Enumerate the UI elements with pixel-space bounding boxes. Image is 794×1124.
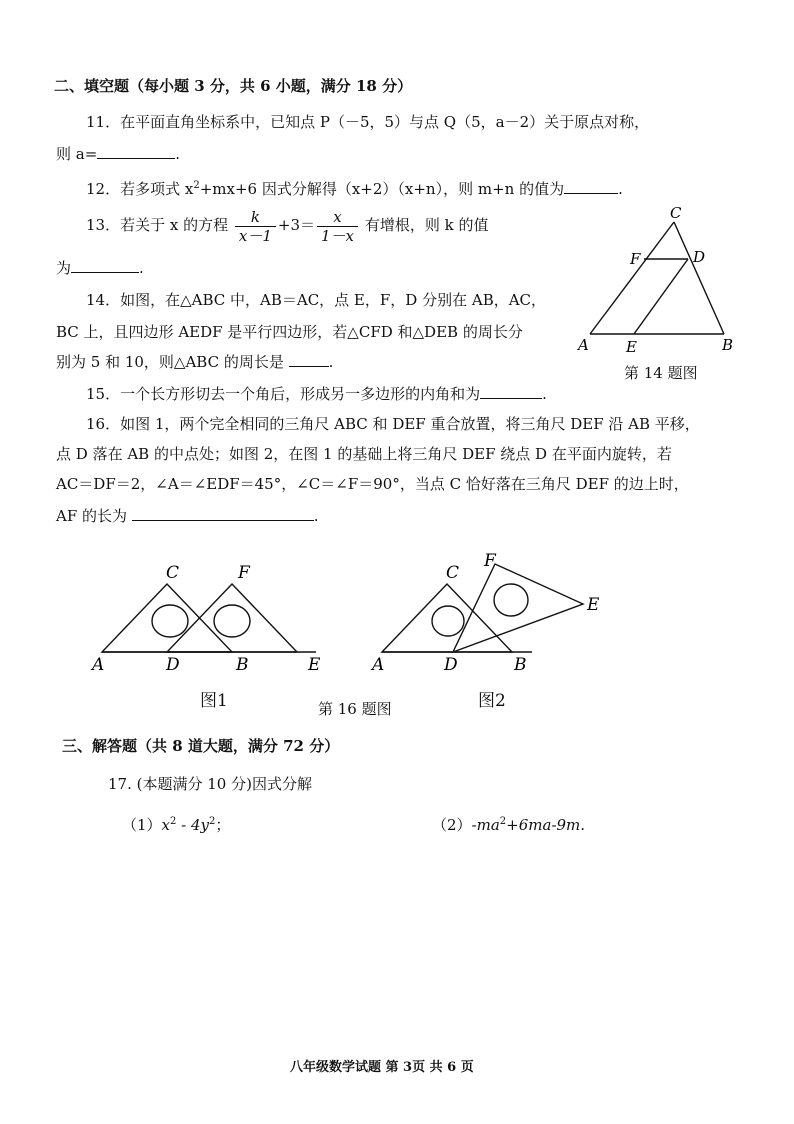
question-11-line1: 11．在平面直角坐标系中，已知点 P（－5，5）与点 Q（5，a－2）关于原点对称， [86, 113, 650, 131]
fig14-label-c: C [670, 204, 682, 222]
question-12 [86, 176, 623, 199]
part1-minus-4y: - 4y [176, 816, 210, 834]
fraction-2-numerator: x [317, 208, 358, 227]
question-14-line1: 14．如图，在△ABC 中，AB＝AC，点 E，F，D 分别在 AB，AC， [86, 291, 547, 309]
part1-sup-2: 2 [209, 816, 216, 827]
question-15-text: 15．一个长方形切去一个角后，形成另一多边形的内角和为 [86, 385, 481, 403]
answer-blank-15 [480, 384, 542, 399]
fig16-1-label-f: F [238, 563, 250, 583]
question-15-tail: . [542, 385, 547, 403]
part1-x: x [161, 816, 171, 834]
section-3-title: 三、解答题（共 8 道大题，满分 72 分） [62, 737, 340, 755]
part1-sup-1: 2 [170, 816, 177, 827]
fig14-label-f: F [630, 250, 641, 268]
answer-blank-16 [132, 506, 314, 521]
part1-tail: ； [215, 816, 231, 834]
fig16-2-label-c: C [446, 563, 460, 583]
part2-sup: 2 [499, 816, 507, 827]
fig16-1-label-c: C [166, 563, 180, 583]
question-13-tail: . [139, 259, 144, 277]
figure-16-fig1-label: 图1 [200, 691, 228, 711]
figure-16-fig2-label: 图2 [478, 691, 506, 711]
fig16-1-hole-abc [152, 605, 188, 637]
fig16-2-triangle-def [453, 564, 583, 652]
question-17-part1 [122, 812, 230, 835]
fig16-2-label-a: A [372, 655, 385, 675]
fraction-k-over-x-minus-1 [235, 208, 276, 245]
question-12-text1: 12．若多项式 x [86, 180, 194, 198]
question-16-line3: AC＝DF＝2，∠A＝∠EDF＝45°，∠C＝∠F＝90°，当点 C 恰好落在三角尺 DEF 的边上时， [56, 475, 689, 493]
fraction-x-over-1-minus-x [317, 208, 358, 245]
question-13-prefix: 13．若关于 x 的方程 [86, 216, 229, 234]
part2-rest: +6ma-9m. [506, 816, 586, 834]
fig14-side-bc [674, 222, 724, 334]
part2-ma: -ma [471, 816, 500, 834]
figure-16-caption: 第 16 题图 [318, 700, 392, 718]
fig16-1-triangle-abc [102, 584, 232, 652]
fraction-1-numerator: k [235, 208, 276, 227]
part1-number: （1） [122, 816, 162, 834]
fraction-2-denominator: 1－x [321, 226, 355, 245]
fig16-1-label-e: E [308, 655, 321, 675]
question-11-text: 则 a= [56, 145, 98, 163]
fig16-2-hole-def [494, 584, 528, 616]
answer-blank-13 [71, 258, 139, 273]
question-17-title: 17. (本题满分 10 分)因式分解 [108, 775, 312, 793]
question-16-line4 [56, 506, 319, 526]
question-11-line2 [56, 144, 180, 164]
fig14-segment-de [634, 259, 688, 334]
question-14-text: 别为 5 和 10，则△ABC 的周长是 [56, 353, 284, 371]
question-12-text2: +mx+6 因式分解得（x+2）（x+n），则 m+n 的值为 [199, 180, 565, 198]
fraction-1-denominator: x－1 [238, 226, 272, 245]
question-13-wei: 为 [56, 259, 72, 277]
page-footer: 八年级数学试题 第 3页 共 6 页 [290, 1060, 474, 1075]
question-12-tail: . [618, 180, 623, 198]
question-14-line2: BC 上，且四边形 AEDF 是平行四边形，若△CFD 和△DEB 的周长分 [56, 323, 523, 341]
question-13-mid: +3＝ [277, 216, 316, 234]
fig16-2-label-d: D [444, 655, 458, 675]
question-11-tail: . [175, 145, 181, 163]
answer-blank-12 [564, 179, 618, 194]
figure-14 [570, 200, 750, 360]
answer-blank-11 [97, 144, 175, 159]
fig16-1-label-b: B [236, 655, 249, 675]
fig16-1-label-a: A [92, 655, 105, 675]
question-14-tail: . [328, 353, 334, 371]
figure-14-caption: 第 14 题图 [624, 364, 698, 382]
fig14-label-b: B [722, 336, 734, 354]
fig14-label-e: E [626, 338, 637, 356]
fig16-1-label-d: D [166, 655, 180, 675]
question-13-line1 [86, 202, 488, 248]
fig14-label-a: A [578, 336, 589, 354]
question-16-line1: 16．如图 1，两个完全相同的三角尺 ABC 和 DEF 重合放置，将三角尺 DEF 沿 AB 平移， [86, 415, 700, 433]
fig14-label-d: D [693, 248, 706, 266]
question-12-sup: 2 [193, 180, 200, 191]
question-13-suffix: 有增根，则 k 的值 [364, 216, 489, 234]
fig16-2-triangle-abc [382, 584, 512, 652]
answer-blank-14 [289, 352, 329, 367]
fig16-2-label-e: E [587, 595, 600, 615]
part2-number: （2） [432, 816, 472, 834]
fig14-side-ac [590, 222, 674, 334]
question-16-text: AF 的长为 [56, 507, 128, 525]
question-14-line3 [56, 352, 333, 372]
fig16-2-hole-abc [432, 606, 464, 636]
question-16-tail: . [313, 507, 319, 525]
figure-16 [80, 548, 620, 678]
fig16-2-label-f: F [484, 551, 496, 571]
question-15 [86, 384, 547, 404]
question-16-line2: 点 D 落在 AB 的中点处；如图 2，在图 1 的基础上将三角尺 DEF 绕点 D 在平面内旋转，若 [56, 445, 672, 463]
section-2-title: 二、填空题（每小题 3 分，共 6 小题，满分 18 分） [54, 77, 413, 95]
question-13-line2 [56, 258, 144, 278]
fig16-2-label-b: B [514, 655, 527, 675]
question-17-part2 [432, 812, 585, 835]
fig16-1-hole-def [214, 605, 250, 637]
fig16-1-triangle-def [167, 584, 297, 652]
